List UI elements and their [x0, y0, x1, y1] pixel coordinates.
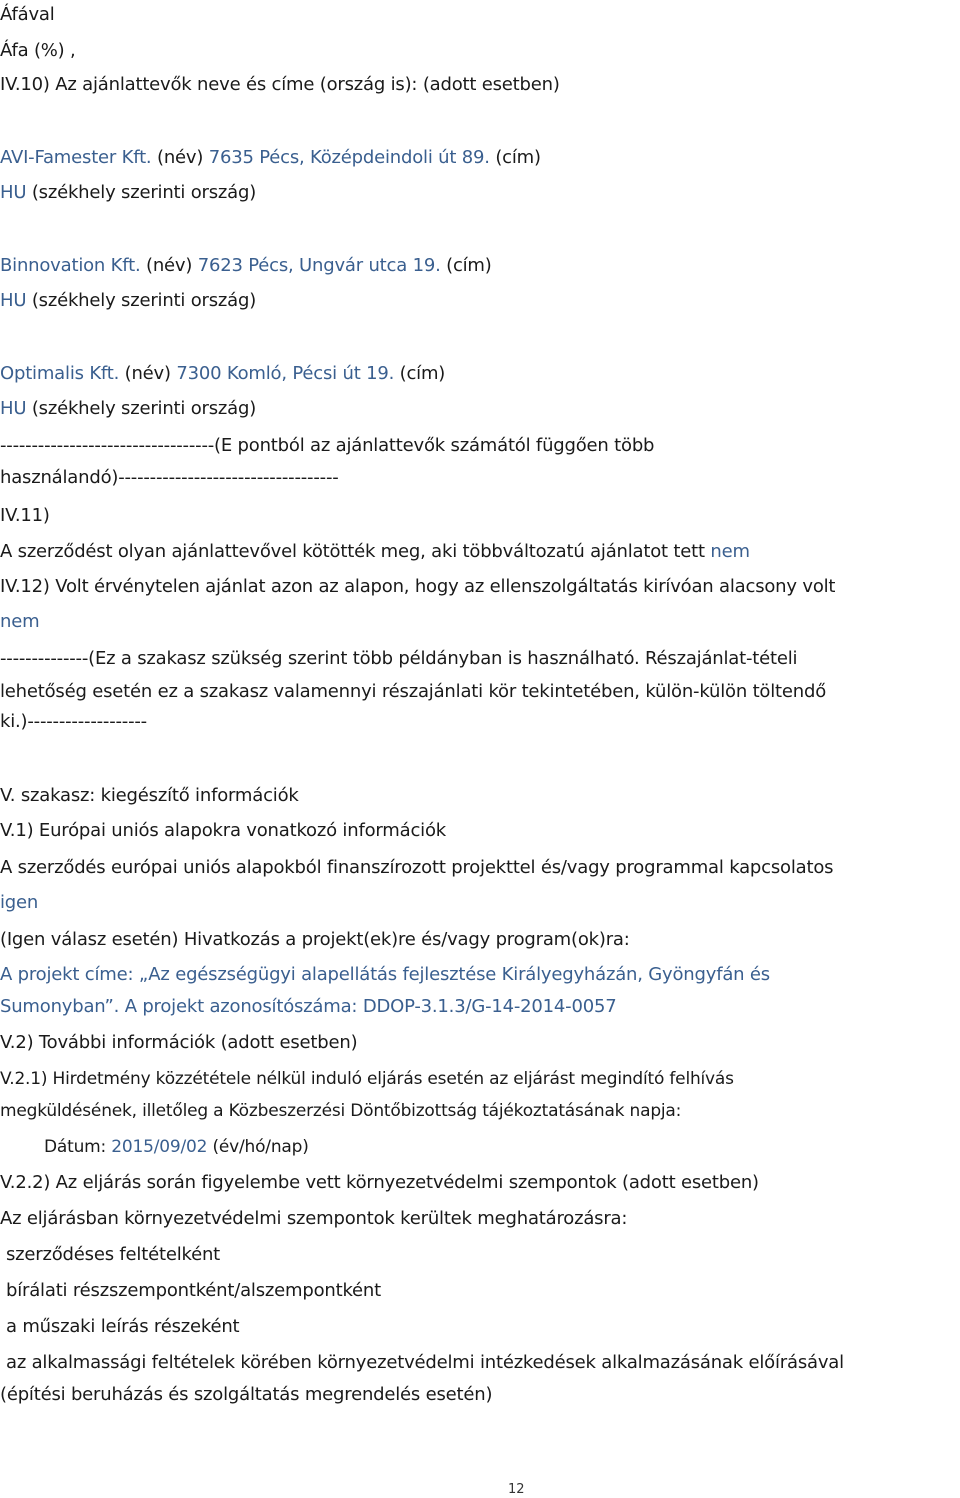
- section-v1-heading: V.1) Európai uniós alapokra vonatkozó információk: [0, 820, 446, 841]
- bidder-1-address: [0, 147, 541, 169]
- separator-note-2a: --------------(Ez a szakasz szükség szerint több példányban is használható. Részajánlat-tételi: [0, 648, 798, 669]
- v1-question: A szerződés európai uniós alapokból finanszírozott projekttel és/vagy programmal kapcsolatos: [0, 857, 834, 878]
- address-tag: (cím): [489, 147, 541, 168]
- bidder-2-address: [0, 255, 492, 277]
- v1-answer: igen: [0, 892, 39, 913]
- bidder-2-country: [0, 290, 256, 312]
- bidder-1-name: AVI-Famester Kft.: [0, 147, 152, 168]
- section-v-heading: V. szakasz: kiegészítő információk: [0, 785, 299, 806]
- bidder-3-address: [0, 363, 445, 385]
- page-number: 12: [508, 1482, 525, 1497]
- section-v2-heading: V.2) További információk (adott esetben): [0, 1032, 358, 1053]
- v21-text-2: megküldésének, illetőleg a Közbeszerzési Döntőbizottság tájékoztatásának napja:: [0, 1101, 682, 1121]
- bidder-2-addr: 7623 Pécs, Ungvár utca 19.: [197, 255, 441, 276]
- date-row: [44, 1136, 309, 1158]
- country-code: HU: [0, 398, 27, 419]
- iv12-question: IV.12) Volt érvénytelen ajánlat azon az alapon, hogy az ellenszolgáltatás kirívóan alacsony volt: [0, 576, 836, 597]
- env-option-4b: (építési beruházás és szolgáltatás megrendelés esetén): [0, 1384, 493, 1405]
- iv12-answer: nem: [0, 611, 40, 632]
- section-iv11-heading: IV.11): [0, 505, 50, 526]
- date-value: 2015/09/02: [111, 1137, 208, 1157]
- bidder-3-country: [0, 398, 256, 420]
- date-unit: (év/hó/nap): [207, 1137, 309, 1157]
- address-tag: (cím): [440, 255, 492, 276]
- country-code: HU: [0, 290, 27, 311]
- name-tag: (név): [140, 255, 198, 276]
- v1-reference-label: (Igen válasz esetén) Hivatkozás a projekt(ek)re és/vagy program(ok)ra:: [0, 929, 630, 950]
- text-afaval: Áfával: [0, 4, 55, 25]
- v1-project-title-1: A projekt címe: „Az egészségügyi alapellátás fejlesztése Királyegyházán, Gyöngyfán és: [0, 964, 770, 985]
- section-v22-heading: V.2.2) Az eljárás során figyelembe vett környezetvédelmi szempontok (adott esetben): [0, 1172, 759, 1193]
- country-tag: (székhely szerinti ország): [26, 398, 257, 419]
- iv11-question-text: A szerződést olyan ajánlattevővel kötötték meg, aki többváltozatú ajánlatot tett: [0, 541, 711, 562]
- bidder-1-country: [0, 182, 256, 204]
- bidder-1-addr: 7635 Pécs, Középdeindoli út 89.: [208, 147, 490, 168]
- env-option-4a: az alkalmassági feltételek körében környezetvédelmi intézkedések alkalmazásának előírásával: [6, 1352, 844, 1373]
- env-option-3: a műszaki leírás részeként: [6, 1316, 240, 1337]
- iv11-question: [0, 541, 750, 563]
- env-option-2: bírálati részszempontként/alszempontként: [6, 1280, 381, 1301]
- country-code: HU: [0, 182, 27, 203]
- iv11-answer: nem: [710, 541, 750, 562]
- address-tag: (cím): [394, 363, 446, 384]
- bidder-3-addr: 7300 Komló, Pécsi út 19.: [176, 363, 395, 384]
- section-iv10-heading: IV.10) Az ajánlattevők neve és címe (ország is): (adott esetben): [0, 74, 560, 95]
- separator-note-2b: lehetőség esetén ez a szakasz valamennyi részajánlati kör tekintetében, külön-külön töltendő: [0, 681, 827, 702]
- name-tag: (név): [151, 147, 209, 168]
- v1-project-title-2: Sumonyban”. A projekt azonosítószáma: DDOP-3.1.3/G-14-2014-0057: [0, 996, 617, 1017]
- text-afa-percent: Áfa (%) ,: [0, 40, 76, 61]
- country-tag: (székhely szerinti ország): [26, 182, 257, 203]
- v22-question: Az eljárásban környezetvédelmi szempontok kerültek meghatározásra:: [0, 1208, 628, 1229]
- separator-note-1a: ----------------------------------(E pontból az ajánlattevők számától függően több: [0, 435, 655, 456]
- separator-note-1b: használandó)-----------------------------------: [0, 467, 339, 488]
- v21-text-1: V.2.1) Hirdetmény közzététele nélkül induló eljárás esetén az eljárást megindító felhívás: [0, 1069, 734, 1089]
- date-label: Dátum:: [44, 1137, 112, 1157]
- country-tag: (székhely szerinti ország): [26, 290, 257, 311]
- bidder-3-name: Optimalis Kft.: [0, 363, 120, 384]
- bidder-2-name: Binnovation Kft.: [0, 255, 141, 276]
- separator-note-2c: ki.)-------------------: [0, 711, 147, 732]
- name-tag: (név): [119, 363, 177, 384]
- env-option-1: szerződéses feltételként: [6, 1244, 221, 1265]
